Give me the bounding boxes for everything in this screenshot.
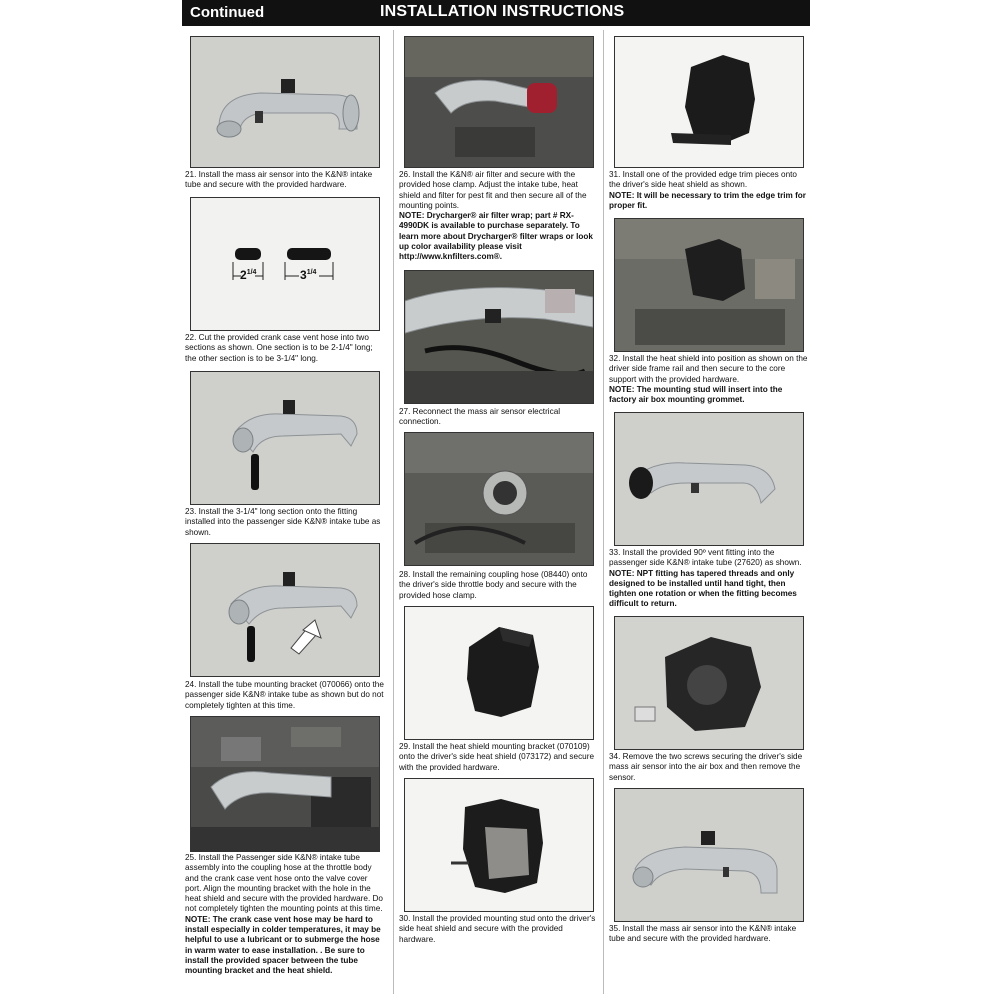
step-34-text: 34. Remove the two screws securing the driver's side mass air sensor into the air box and then remove the sensor.	[609, 752, 803, 782]
step-30-photo	[404, 778, 594, 912]
step-26-photo	[404, 36, 594, 168]
step-32-note: NOTE: The mounting stud will insert into the factory air box mounting grommet.	[609, 384, 783, 405]
step-31-note: NOTE: It will be necessary to trim the edge trim for proper fit.	[609, 190, 806, 210]
step-28-photo	[404, 432, 594, 566]
step-27-text: 27. Reconnect the mass air sensor electrical connection.	[399, 407, 561, 427]
step-21-text: 21. Install the mass air sensor into the K&N® intake tube and secure with the provided hardware.	[185, 170, 373, 190]
step-32-text: 32. Install the heat shield into position as shown on the driver side frame rail and then secure to the core support with the provided hardware. NOTE: The mounting stud will insert into the factory air box mounting grommet.	[609, 354, 808, 405]
column-divider	[603, 30, 604, 994]
step-26-text: 26. Install the K&N® air filter and secure with the provided hose clamp. Adjust the intake tube, heat shield and filter for pest fit and then secure all of the mounting points. NOTE: Drycharger® air filter wrap; part # RX-4990DK is available to purchase separately. To learn more about Drycharger® filter wraps or look up color availability please visit http://www.knfilters.com®.	[399, 170, 593, 262]
step-22-text: 22. Cut the provided crank case vent hose into two sections as shown. One section is to be 2-1/4" long; the other section is to be 3-1/4" long.	[185, 333, 373, 363]
step-26-note: NOTE: Drycharger® air filter wrap; part # RX-4990DK is available to purchase separately. To learn more about Drycharger® filter wraps or look up color availability please visit http://www.knfilters.com®.	[399, 211, 593, 262]
step-35-photo	[614, 788, 804, 922]
step-33-text: 33. Install the provided 90º vent fitting into the passenger side K&N® intake tube (27620) as shown. NOTE: NPT fitting has tapered threads and only designed to be installed until hand tight, then tighten one rotation or when the fitting becomes difficult to return.	[609, 548, 802, 609]
step-29-photo	[404, 606, 594, 740]
column-2	[396, 30, 600, 1000]
step-24-photo	[190, 543, 380, 677]
step-23-photo	[190, 371, 380, 505]
step-30-text: 30. Install the provided mounting stud onto the driver's side heat shield and secure with the provided hardware.	[399, 914, 596, 944]
step-29-text: 29. Install the heat shield mounting bracket (070109) onto the driver's side heat shield (073172) and secure with the provided hardware.	[399, 742, 595, 772]
step-21-photo	[190, 36, 380, 168]
step-23-text: 23. Install the 3-1/4" long section onto the fitting installed into the passenger side K&N® intake tube as shown.	[185, 507, 381, 537]
step-32-photo	[614, 218, 804, 352]
column-3	[606, 30, 810, 1000]
column-1	[182, 30, 390, 1000]
instruction-page	[182, 0, 810, 1000]
step-22-photo	[190, 197, 380, 331]
step-31-photo	[614, 36, 804, 168]
step-28-text: 28. Install the remaining coupling hose (08440) onto the driver's side throttle body and secure with the provided hose clamp.	[399, 570, 588, 600]
continued-label: Continued	[190, 4, 265, 21]
step-34-photo	[614, 616, 804, 750]
step-33-note: NOTE: NPT fitting has tapered threads and only designed to be installed until hand tight, then tighten one rotation or when the fitting becomes difficult to return.	[609, 568, 797, 609]
step-25-text: 25. Install the Passenger side K&N® intake tube assembly into the coupling hose at the throttle body and the crank case vent hose onto the valve cover port. Align the mounting bracket with the hole in the heat shield and secure with the provided hardware. Do not completely tighten the mounting points at this time. NOTE: The crank case vent hose may be hard to install especially in colder temperatures, it may be helpful to use a lubricant or to submerge the hose in warm water to ease installation. . Be sure to install the provided spacer between the tube mounting bracket and the heat shield.	[185, 853, 383, 976]
page-title: INSTALLATION INSTRUCTIONS	[380, 3, 625, 20]
step-33-photo	[614, 412, 804, 546]
label-3-1-4: $3^{1/4}$	[300, 268, 317, 282]
column-divider	[393, 30, 394, 994]
page-header	[182, 0, 810, 26]
step-35-text: 35. Install the mass air sensor into the K&N® intake tube and secure with the provided hardware.	[609, 924, 797, 944]
step-27-photo	[404, 270, 594, 404]
step-25-photo	[190, 716, 380, 852]
step-31-text: 31. Install one of the provided edge trim pieces onto the driver's side heat shield as shown. NOTE: It will be necessary to trim the edge trim for proper fit.	[609, 170, 806, 210]
label-2-1-4: $2^{1/4}$	[240, 268, 257, 282]
step-24-text: 24. Install the tube mounting bracket (070066) onto the passenger side K&N® intake tube as shown but do not completely tighten at this time.	[185, 680, 384, 710]
step-25-note: NOTE: The crank case vent hose may be hard to install especially in colder temperatures, it may be helpful to use a lubricant or to submerge the hose in warm water to ease installation. . Be sure to install the provided spacer between the tube mounting bracket and the heat shield.	[185, 914, 381, 976]
